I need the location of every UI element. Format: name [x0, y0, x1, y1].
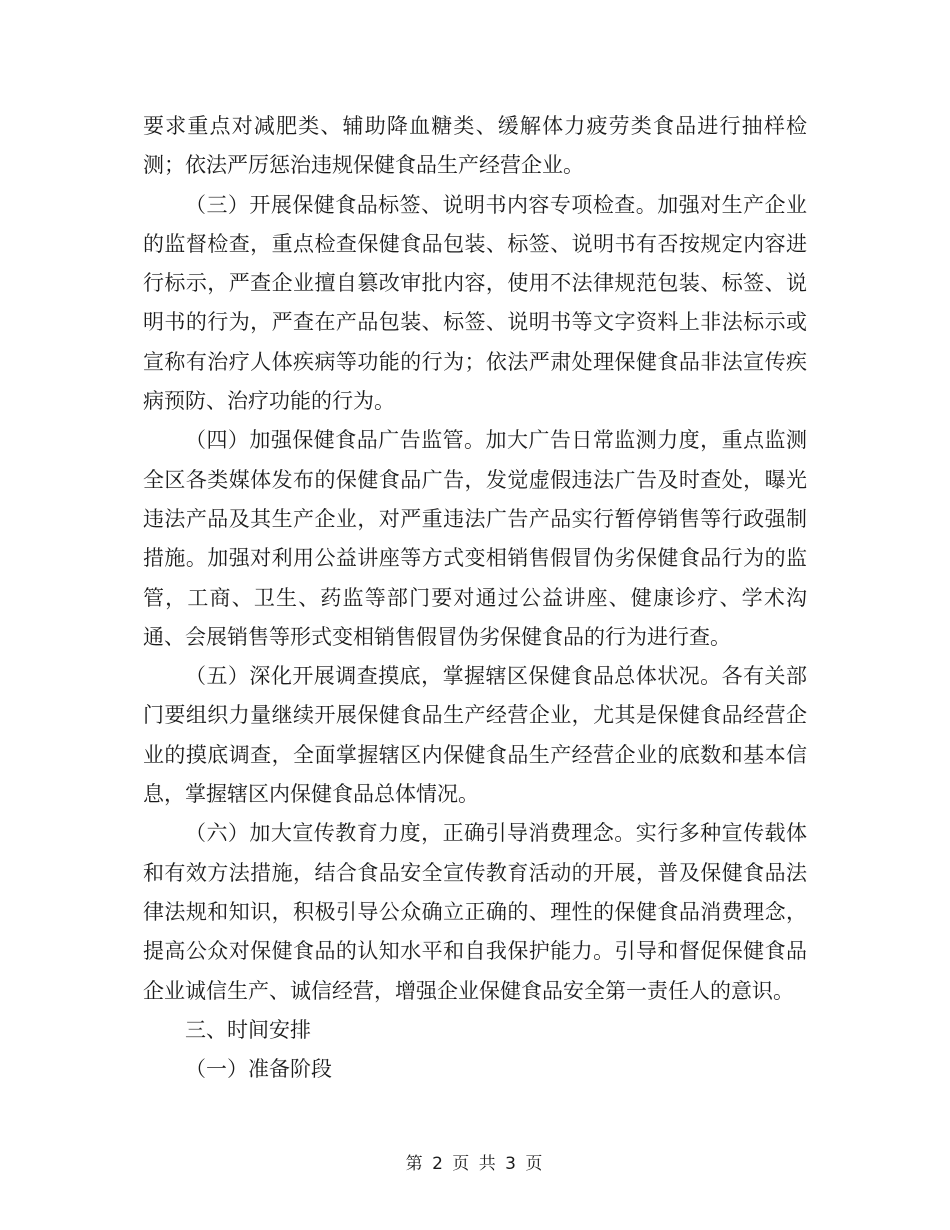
- paragraph-survey: （五）深化开展调查摸底，掌握辖区保健食品总体状况。各有关部门要组织力量继续开展保健食品生产经营企业，尤其是保健食品经营企业的摸底调查，全面掌握辖区内保健食品生产经营企业的底数和基本信息，掌握辖区内保健食品总体情况。: [143, 664, 807, 807]
- section-heading-schedule: 三、时间安排: [185, 1017, 311, 1042]
- document-body: [143, 107, 807, 1089]
- page-footer: 第 2 页 共 3 页: [405, 1154, 545, 1174]
- paragraph-label-inspection: （三）开展保健食品标签、说明书内容专项检查。加强对生产企业的监督检查，重点检查保健食品包装、标签、说明书有否按规定内容进行标示，严查企业擅自篡改审批内容，使用不法律规范包装、标签、说明书的行为，严查在产品包装、标签、说明书等文字资料上非法标示或宣称有治疗人体疾病等功能的行为；依法严肃处理保健食品非法宣传疾病预防、治疗功能的行为。: [143, 192, 807, 414]
- paragraph-publicity-education: （六）加大宣传教育力度，正确引导消费理念。实行多种宣传载体和有效方法措施，结合食品安全宣传教育活动的开展，普及保健食品法律法规和知识，积极引导公众确立正确的、理性的保健食品消费理念，提高公众对保健食品的认知水平和自我保护能力。引导和督促保健食品企业诚信生产、诚信经营，增强企业保健食品安全第一责任人的意识。: [143, 821, 807, 1003]
- subsection-heading-preparation: （一）准备阶段: [185, 1057, 332, 1082]
- paragraph-advertising-supervision: （四）加强保健食品广告监管。加大广告日常监测力度，重点监测全区各类媒体发布的保健食品广告，发觉虚假违法广告及时查处，曝光违法产品及其生产企业，对严重违法广告产品实行暂停销售等行政强制措施。加强对利用公益讲座等方式变相销售假冒伪劣保健食品行为的监管，工商、卫生、药监等部门要对通过公益讲座、健康诊疗、学术沟通、会展销售等形式变相销售假冒伪劣保健食品的行为进行查。: [143, 428, 807, 649]
- paragraph-continuation: 要求重点对减肥类、辅助降血糖类、缓解体力疲劳类食品进行抽样检测；依法严厉惩治违规保健食品生产经营企业。: [143, 114, 807, 178]
